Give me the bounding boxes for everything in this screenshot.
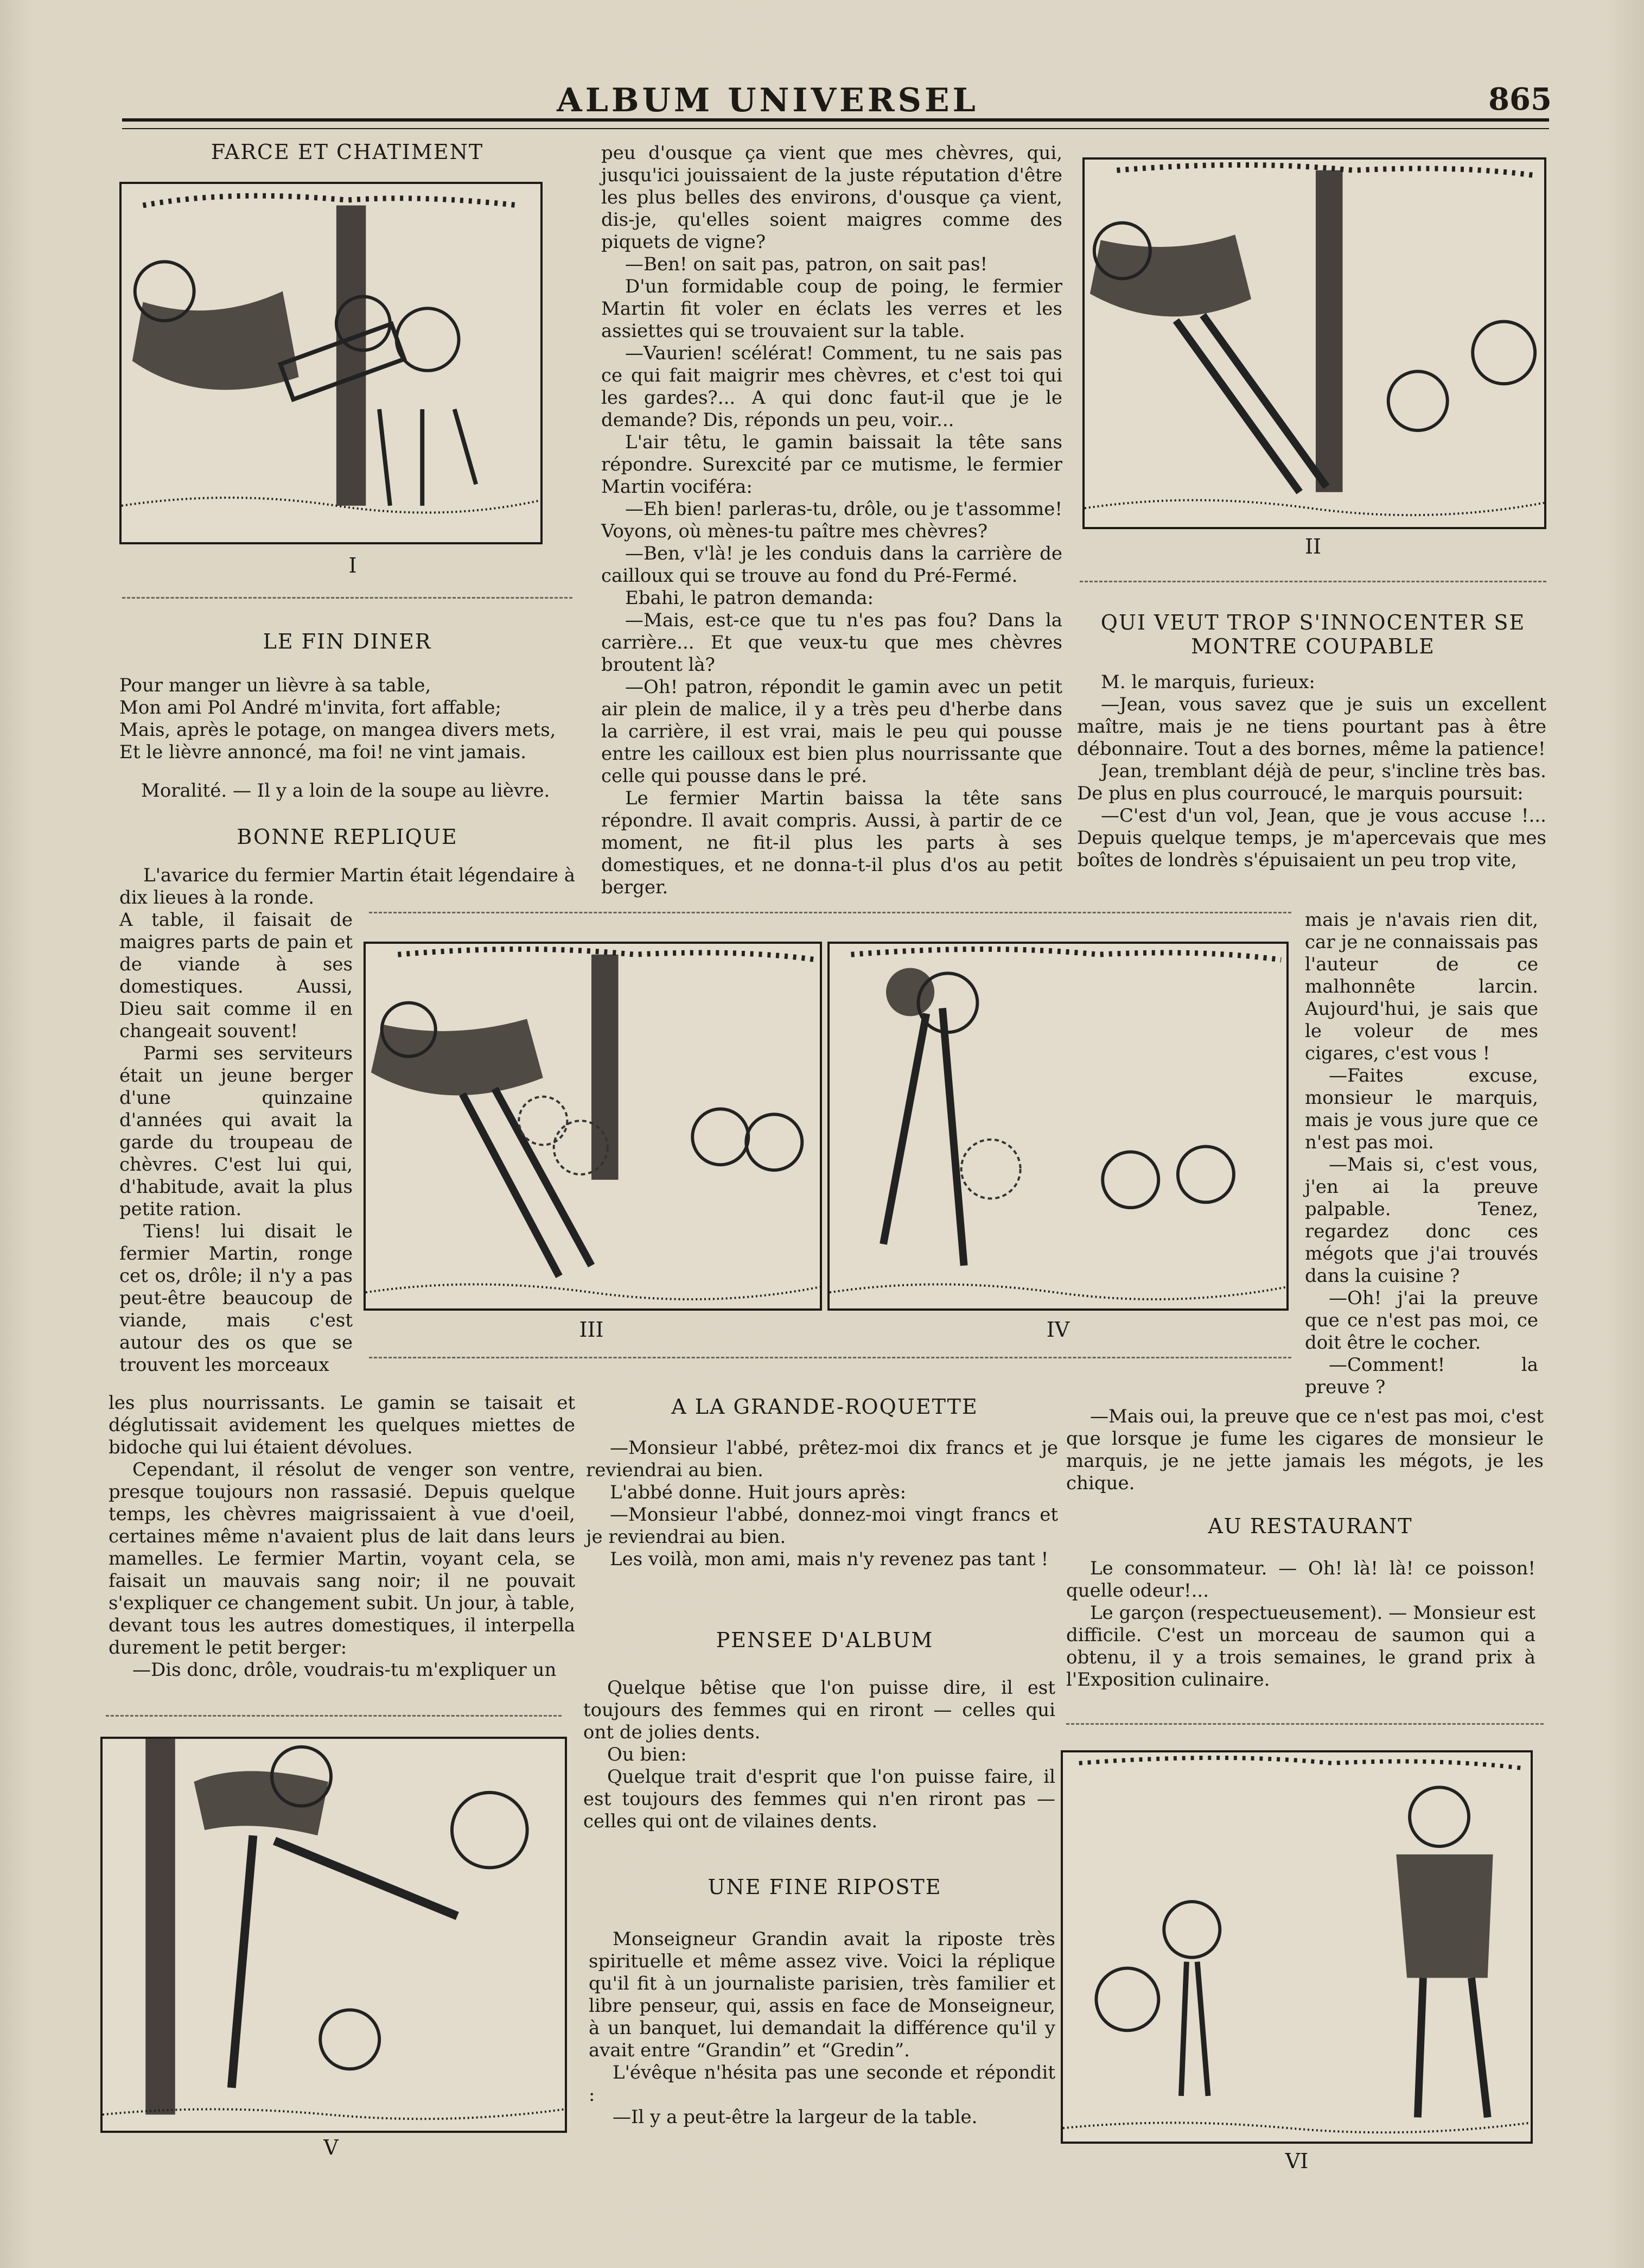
cartoon-hammock-scene xyxy=(122,184,540,542)
paragraph: Tiens! lui disait le fermier Martin, ronge cet os, drôle; il n'y a pas peut-être beaucoup de viande, mais c'est autour des os que se trouvent les morceaux xyxy=(119,1221,353,1376)
panel-3-numeral: III xyxy=(579,1318,604,1342)
paragraph: L'avarice du fermier Martin était légendaire à dix lieues à la ronde. xyxy=(119,865,575,909)
panel-6-numeral: VI xyxy=(1285,2149,1309,2173)
section-divider xyxy=(1080,575,1546,582)
poem-line: Et le lièvre annoncé, ma foi! ne vint jamais. xyxy=(119,741,527,763)
panel-1-numeral: I xyxy=(348,554,357,577)
header-rule xyxy=(122,118,1549,122)
paragraph: —Monsieur l'abbé, prêtez-moi dix francs et je reviendrai au bien. xyxy=(586,1437,1058,1481)
paragraph: Le fermier Martin baissa la tête sans répondre. Il avait compris. Aussi, à partir de ce moment, ne fit-il plus les parts à ses domestiques, et ne donna-t-il plus d'os au petit berger. xyxy=(601,787,1062,898)
paragraph: D'un formidable coup de poing, le fermier Martin fit voler en éclats les verres et les assiettes qui se trouvaient sur la table. xyxy=(601,276,1062,342)
comic-panel-4 xyxy=(827,942,1289,1311)
poem-line: Mon ami Pol André m'invita, fort affable; xyxy=(119,697,501,719)
paragraph: —Monsieur l'abbé, donnez-moi vingt francs et je reviendrai au bien. xyxy=(586,1504,1058,1548)
page-number: 865 xyxy=(1488,81,1552,117)
paragraph: mais je n'avais rien dit, car je ne connaissais pas l'auteur de ce malhonnête larcin. Aujourd'hui, je sais que le voleur de mes cigares, c'est vous ! xyxy=(1305,909,1538,1064)
fin-diner-title: LE FIN DINER xyxy=(263,630,432,653)
paragraph: L'abbé donne. Huit jours après: xyxy=(610,1482,907,1503)
paragraph: —Mais si, c'est vous, j'en ai la preuve palpable. Tenez, regardez donc ces mégots que j'ai trouvés dans la cuisine ? xyxy=(1305,1154,1538,1287)
poem-line: Mais, après le potage, on mangea divers mets, xyxy=(119,719,556,741)
cartoon-farmer-fall-scene xyxy=(830,944,1286,1308)
paragraph: —Mais, est-ce que tu n'es pas fou? Dans la carrière... Et que veux-tu que mes chèvres broutent là? xyxy=(601,609,1062,676)
cartoon-marquis-scene xyxy=(1063,1752,1531,2142)
paragraph: —C'est d'un vol, Jean, que je vous accuse !... Depuis quelque temps, je m'apercevais que mes boîtes de londrès s'épuisaient un peu trop vite, xyxy=(1077,805,1546,871)
header-rule-thin xyxy=(122,128,1549,129)
paragraph: —Jean, vous savez que je suis un excellent maître, mais je ne tiens pourtant pas à être débonnaire. Tout a des bornes, même la patience! xyxy=(1077,694,1546,760)
paragraph: —Oh! j'ai la preuve que ce n'est pas moi, ce doit être le cocher. xyxy=(1305,1287,1538,1354)
paragraph: Quelque bêtise que l'on puisse dire, il est toujours des femmes qui en riront — celles qui ont de jolies dents. xyxy=(583,1677,1055,1743)
section-divider xyxy=(122,592,572,599)
comic-panel-3 xyxy=(364,942,822,1311)
paragraph: —Il y a peut-être la largeur de la table. xyxy=(613,2106,978,2128)
comic-panel-2 xyxy=(1082,157,1546,529)
paragraph: —Vaurien! scélérat! Comment, tu ne sais pas ce qui fait maigrir mes chèvres, et c'est toi qui les gardes?... A qui donc faut-il que je le demande? Dis, réponds un peu, voir... xyxy=(601,342,1062,431)
paragraph: —Eh bien! parleras-tu, drôle, ou je t'assomme! Voyons, où mènes-tu paître mes chèvres? xyxy=(601,498,1062,542)
paragraph: —Ben, v'là! je les conduis dans la carrière de cailloux qui se trouve au fond du Pré-Fermé. xyxy=(601,543,1062,587)
bonne-replique-wide-column xyxy=(109,1392,575,1681)
riposte-body xyxy=(589,1928,1055,2129)
title-line: QUI VEUT TROP S'INNOCENTER SE xyxy=(1100,611,1526,634)
paragraph: L'air têtu, le gamin baissait la tête sans répondre. Surexcité par ce mutisme, le fermier Martin vociféra: xyxy=(601,431,1062,498)
poem-line: Pour manger un lièvre à sa table, xyxy=(119,675,431,696)
paragraph: Ou bien: xyxy=(607,1744,687,1765)
paragraph: —Comment! la preuve ? xyxy=(1305,1354,1538,1398)
fin-diner-moral: Moralité. — Il y a loin de la soupe au lièvre. xyxy=(141,780,550,802)
bonne-replique-title: BONNE REPLIQUE xyxy=(237,825,458,849)
restaurant-title: AU RESTAURANT xyxy=(1208,1514,1413,1538)
section-divider xyxy=(1066,1718,1544,1725)
paragraph: Quelque trait d'esprit que l'on puisse faire, il est toujours des femmes qui n'en riront pas — celles qui ont de vilaines dents. xyxy=(583,1766,1055,1832)
comic-panel-5 xyxy=(100,1737,567,2133)
paragraph: —Mais oui, la preuve que ce n'est pas moi, c'est que lorsque je fume les cigares de monsieur le marquis, je ne jette jamais les mégots, je les chique. xyxy=(1066,1406,1544,1494)
paragraph: M. le marquis, furieux: xyxy=(1101,671,1315,693)
comic-panel-6 xyxy=(1061,1750,1533,2144)
qui-veut-title xyxy=(1077,611,1549,658)
panel-2-numeral: II xyxy=(1304,535,1322,558)
riposte-title: UNE FINE RIPOSTE xyxy=(708,1875,942,1899)
paragraph: Monseigneur Grandin avait la riposte très spirituelle et même assez vive. Voici la réplique qu'il fit à un journaliste parisien, très familier et libre penseur, qui, assis en face de Monseigneur, à un banquet, lui demandait la différence qu'il y avait entre “Grandin” et “Gredin”. xyxy=(589,1928,1055,2061)
paragraph: les plus nourrissants. Le gamin se taisait et déglutissait avidement les quelques miettes de bidoche qui lui étaient dévolues. xyxy=(109,1392,575,1458)
paragraph: Ebahi, le patron demanda: xyxy=(625,587,874,609)
paragraph: —Ben! on sait pas, patron, on sait pas! xyxy=(625,253,988,275)
cartoon-kick-scene xyxy=(103,1739,565,2131)
qui-veut-narrow-column xyxy=(1305,909,1538,1399)
panel-5-numeral: V xyxy=(323,2136,339,2159)
bonne-replique-narrow-column xyxy=(119,909,353,1376)
paragraph: L'évêque n'hésita pas une seconde et répondit : xyxy=(589,2062,1055,2106)
roquette-body xyxy=(586,1437,1058,1571)
pensee-title: PENSEE D'ALBUM xyxy=(716,1628,934,1652)
restaurant-body xyxy=(1066,1558,1535,1691)
paragraph: —Oh! patron, répondit le gamin avec un petit air plein de malice, il y a très peu d'herbe dans la carrière, il est vrai, mais le peu qui pousse entre les cailloux est bien plus nourrissante que celle qui pousse dans le pré. xyxy=(601,676,1062,787)
qui-veut-end xyxy=(1066,1406,1544,1495)
paragraph: Parmi ses serviteurs était un jeune berger d'une quinzaine d'années qui avait la garde du troupeau de chèvres. C'est lui qui, d'habitude, avait la plus petite ration. xyxy=(119,1043,353,1220)
paragraph: Cependant, il résolut de venger son ventre, presque toujours non rassasié. Depuis quelque temps, les chèvres maigrissaient à vue d'oeil, certaines même n'avaient plus de lait dans leurs mamelles. Le fermier Martin, voyant cela, se faisait un mauvais sang noir; il ne pouvait s'expliquer ce changement subit. Un jour, à table, devant tous les autres domestiques, il interpella durement le petit berger: xyxy=(109,1459,575,1659)
paragraph: Jean, tremblant déjà de peur, s'incline très bas. De plus en plus courroucé, le marquis poursuit: xyxy=(1077,760,1546,804)
panel-band-divider-top xyxy=(369,906,1291,913)
farce-title: FARCE ET CHATIMENT xyxy=(211,140,484,164)
qui-veut-wide-column xyxy=(1077,671,1546,872)
masthead-title: ALBUM UNIVERSEL xyxy=(557,81,979,119)
bonne-replique-column-2 xyxy=(601,142,1062,899)
roquette-title: A LA GRANDE-ROQUETTE xyxy=(671,1395,978,1419)
panel-band-divider-bottom xyxy=(369,1351,1291,1358)
fin-diner-poem xyxy=(119,675,575,764)
paragraph: Les voilà, mon ami, mais n'y revenez pas tant ! xyxy=(610,1548,1049,1570)
paragraph: peu d'ousque ça vient que mes chèvres, qui, jusqu'ici jouissaient de la juste réputation d'être les plus belles des environs, d'ousque ça vient, dis-je, qu'elles soient maigres comme des piquets de vigne? xyxy=(601,142,1062,253)
cartoon-hammock-fall-scene xyxy=(1085,160,1544,527)
comic-panel-1 xyxy=(119,182,543,544)
title-line: MONTRE COUPABLE xyxy=(1191,634,1435,658)
paragraph: A table, il faisait de maigres parts de pain et de viande à ses domestiques. Aussi, Dieu sait comme il en changeait souvent! xyxy=(119,909,353,1042)
pensee-body xyxy=(583,1677,1055,1833)
section-divider xyxy=(106,1710,562,1717)
paragraph: —Faites excuse, monsieur le marquis, mais je vous jure que ce n'est pas moi. xyxy=(1305,1065,1538,1153)
bonne-replique-intro xyxy=(119,865,575,909)
paragraph: Le consommateur. — Oh! là! là! ce poisson! quelle odeur!... xyxy=(1066,1558,1535,1602)
paragraph: —Dis donc, drôle, voudrais-tu m'expliquer un xyxy=(132,1659,557,1681)
paragraph: Le garçon (respectueusement). — Monsieur est difficile. C'est un morceau de saumon qui a obtenu, il y a trois semaines, le grand prix à l'Exposition culinaire. xyxy=(1066,1602,1535,1691)
cartoon-goat-pile-scene xyxy=(366,944,820,1308)
panel-4-numeral: IV xyxy=(1046,1318,1070,1342)
